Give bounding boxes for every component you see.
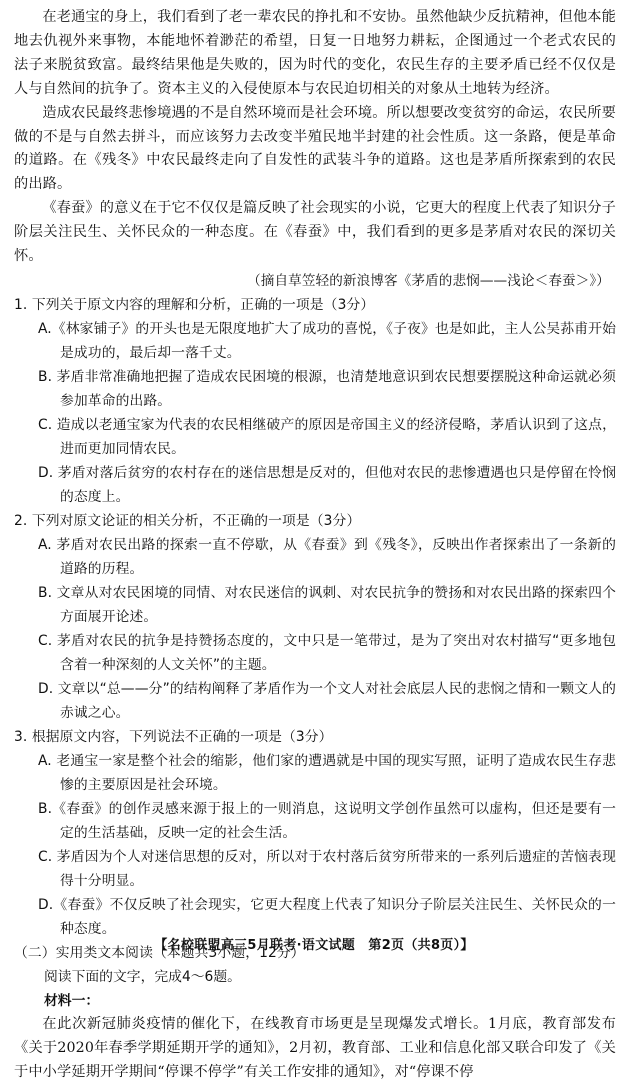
passage-paragraph-1: 在老通宝的身上，我们看到了老一辈农民的挣扎和不安协。虽然他缺少反抗精神，但他本能地去仇视外来事物，本能地怀着渺茫的希望，日复一日地努力耕耘，企图通过一个老式农民的法子来脱贫致富。最终结果他是失败的，因为时代的变化，农民生存的主要矛盾已经不仅仅是人与自然间的抗争了。资本主义的入侵使原本与农民迫切相关的对象从土地转为经济。: [14, 9, 616, 97]
question-option: A. 茅盾对农民出路的探索一直不停歇，从《春蚕》到《残冬》，反映出作者探索出了一条新的道路的历程。: [38, 536, 616, 577]
question-option: D. 文章以“总——分”的结构阐释了茅盾作为一个文人对社会底层人民的悲悯之情和一颗文人的赤诚之心。: [38, 680, 616, 721]
question-1: [14, 293, 616, 509]
question-3: [14, 725, 616, 941]
passage-credit: （摘自草笠轻的新浪博客《茅盾的悲悯——浅论＜春蚕＞》）: [247, 272, 610, 289]
question-option: A. 老通宝一家是整个社会的缩影，他们家的遭遇就是中国的现实写照，证明了造成农民生存悲惨的主要原因是社会环境。: [38, 752, 616, 793]
question-option: C. 造成以老通宝家为代表的农民相继破产的原因是帝国主义的经济侵略，茅盾认识到了这点，进而更加同情农民。: [38, 416, 616, 457]
question-stem: 2. 下列对原文论证的相关分析，不正确的一项是（3分）: [14, 512, 361, 529]
question-option: B.《春蚕》的创作灵感来源于报上的一则消息，这说明文学创作虽然可以虚构，但还是要有一定的生活基础，反映一定的社会生活。: [38, 800, 616, 841]
question-option: A.《林家铺子》的开头也是无限度地扩大了成功的喜悦，《子夜》也是如此，主人公吴荪甫开始是成功的，最后却一落千丈。: [38, 320, 616, 361]
passage-paragraph-2: 造成农民最终悲惨境遇的不是自然环境而是社会环境。所以想要改变贫穷的命运，农民所要做的不是与自然去拼斗，而应该努力去改变半殖民地半封建的社会性质。这一条路，便是革命的道路。在《残冬》中农民最终走向了自发性的武装斗争的道路。这也是茅盾所探索到的农民的出路。: [14, 104, 616, 193]
question-stem: 1. 下列关于原文内容的理解和分析，正确的一项是（3分）: [14, 296, 375, 313]
material-label: 材料一：: [44, 992, 100, 1009]
page-footer: 【名校联盟高三5月联考·语文试题 第2页（共8页）】: [154, 938, 474, 953]
question-option: C. 茅盾对农民的抗争是持赞扬态度的，文中只是一笔带过，是为了突出对农村描写“更多地包含着一种深刻的人文关怀”的主题。: [38, 632, 616, 673]
exam-page: [14, 6, 616, 1085]
passage-paragraph-3: 《春蚕》的意义在于它不仅仅是篇反映了社会现实的小说，它更大的程度上代表了知识分子阶层关注民生、关怀民众的一种态度。在《春蚕》中，我们看到的更多是茅盾对农民的深切关怀。: [14, 200, 616, 265]
material-text: 在此次新冠肺炎疫情的催化下，在线教育市场更是呈现爆发式增长。1月底，教育部发布《关于2020年春季学期延期开学的通知》，2月初，教育部、工业和信息化部又联合印发了《关于中小学延期开学期间“停课不停学”有关工作安排的通知》，对“停课不停: [14, 1015, 616, 1080]
question-option: D.《春蚕》不仅反映了社会现实，它更大程度上代表了知识分子阶层关注民生、关怀民众的一种态度。: [38, 896, 616, 937]
question-option: B. 文章从对农民困境的同情、对农民迷信的讽刺、对农民抗争的赞扬和对农民出路的探索四个方面展开论述。: [38, 584, 616, 625]
section-instruction: 阅读下面的文字，完成4～6题。: [44, 968, 241, 985]
question-option: B. 茅盾非常准确地把握了造成农民困境的根源，也清楚地意识到农民想要摆脱这种命运就必须参加革命的出路。: [38, 368, 616, 409]
section-heading: （二）实用类文本阅读（本题共3小题，12分）: [14, 944, 305, 961]
question-option: C. 茅盾因为个人对迷信思想的反对，所以对于农村落后贫穷所带来的一系列后遗症的苦恼表现得十分明显。: [38, 848, 616, 889]
question-option: D. 茅盾对落后贫穷的农村存在的迷信思想是反对的，但他对农民的悲惨遭遇也只是停留在怜悯的态度上。: [38, 464, 616, 505]
question-2: [14, 509, 616, 725]
question-stem: 3. 根据原文内容，下列说法不正确的一项是（3分）: [14, 728, 333, 745]
